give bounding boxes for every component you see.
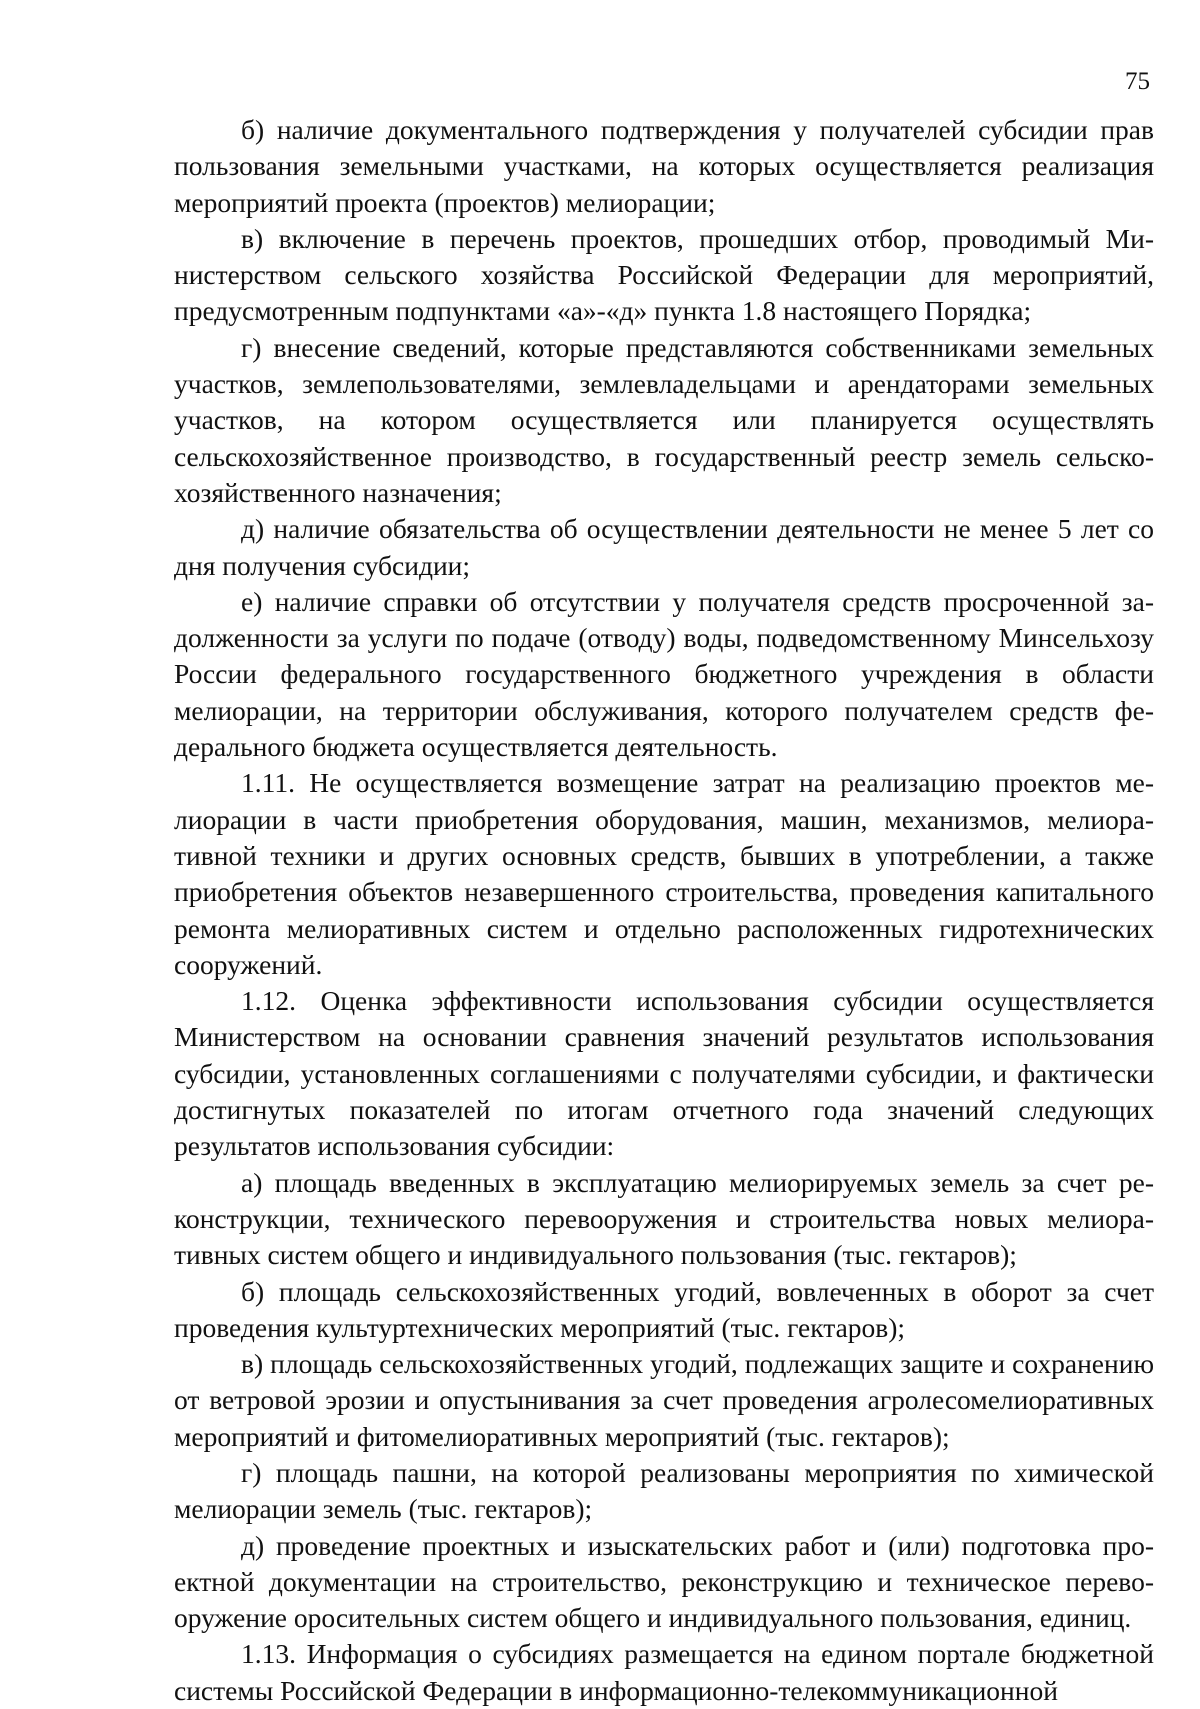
page-number: 75 (1125, 68, 1150, 95)
paragraph-b-agricultural-land: б) площадь сельскохозяйственных угодий, вовлеченных в оборот за счет проведения культуртехнических мероприятий (тыс. гектаров); (174, 1275, 1154, 1343)
paragraph-a-reclaimed-land: а) площадь введенных в эксплуатацию мелиорируемых земель за счет реконструкции, технического перевооружения и строительства новых мелиоративных систем общего и индивидуального пользования (тыс. гектаров); (174, 1166, 1154, 1271)
paragraph-e-debt-certificate: е) наличие справки об отсутствии у получателя средств просроченной задолженности за услуги по подаче (отводу) воды, подведомственному Минсельхозу России федерального государственного бюджетного учреждения в области мелиорации, на территории обслуживания, которого получателем средств федерального бюджета осуществляется деятельность. (174, 585, 1154, 763)
paragraph-1-11: 1.11. Не осуществляется возмещение затрат на реализацию проектов мелиорации в части приобретения оборудования, машин, механизмов, мелиоративной техники и других основных средств, бывших в употреблении, а также приобретения объектов незавершенного строительства, проведения капитального ремонта мелиоративных систем и отдельно расположенных гидротехнических сооружений. (174, 767, 1154, 980)
paragraph-d-obligation: д) наличие обязательства об осуществлении деятельности не менее 5 лет со дня получения субсидии; (174, 513, 1154, 581)
paragraph-g-land-registry: г) внесение сведений, которые представляются собственниками земельных участков, землепользователями, землевладельцами и арендаторами земельных участков, на котором осуществляется или планируется осуществлять сельскохозяйственное производство, в государственный реестр земель сельскохозяйственного назначения; (174, 331, 1154, 508)
document-body (174, 112, 1154, 1709)
paragraph-1-13: 1.13. Информация о субсидиях размещается на едином портале бюджетной системы Российской Федерации в информационно-телекоммуникационной (174, 1638, 1154, 1706)
paragraph-v-project-list: в) включение в перечень проектов, прошедших отбор, проводимый Министерством сельского хозяйства Российской Федерации для мероприятий, предусмотренным подпунктами «а»-«д» пункта 1.8 настоящего Порядка; (174, 222, 1154, 327)
paragraph-g-chemical-reclamation: г) площадь пашни, на которой реализованы мероприятия по химической мелиорации земель (тыс. гектаров); (174, 1456, 1154, 1525)
paragraph-b-land-rights: б) наличие документального подтверждения у получателей субсидии прав пользования земельными участками, на которых осуществляется реализация мероприятий проекта (проектов) мелиорации; (174, 114, 1154, 218)
paragraph-1-12: 1.12. Оценка эффективности использования субсидии осуществляется Министерством на основании сравнения значений результатов использования субсидии, установленных соглашениями с получателями субсидии, и фактически достигнутых показателей по итогам отчетного года значений следующих результатов использования субсидии: (174, 985, 1154, 1162)
paragraph-d-design-works: д) проведение проектных и изыскательских работ и (или) подготовка проектной документации на строительство, реконструкцию и техническое перевооружение оросительных систем общего и индивидуального пользования, единиц. (174, 1529, 1154, 1634)
paragraph-v-erosion-protection: в) площадь сельскохозяйственных угодий, подлежащих защите и сохранению от ветровой эрозии и опустынивания за счет проведения агролесомелиоративных мероприятий и фитомелиоративных мероприятий (тыс. гектаров); (174, 1348, 1154, 1452)
